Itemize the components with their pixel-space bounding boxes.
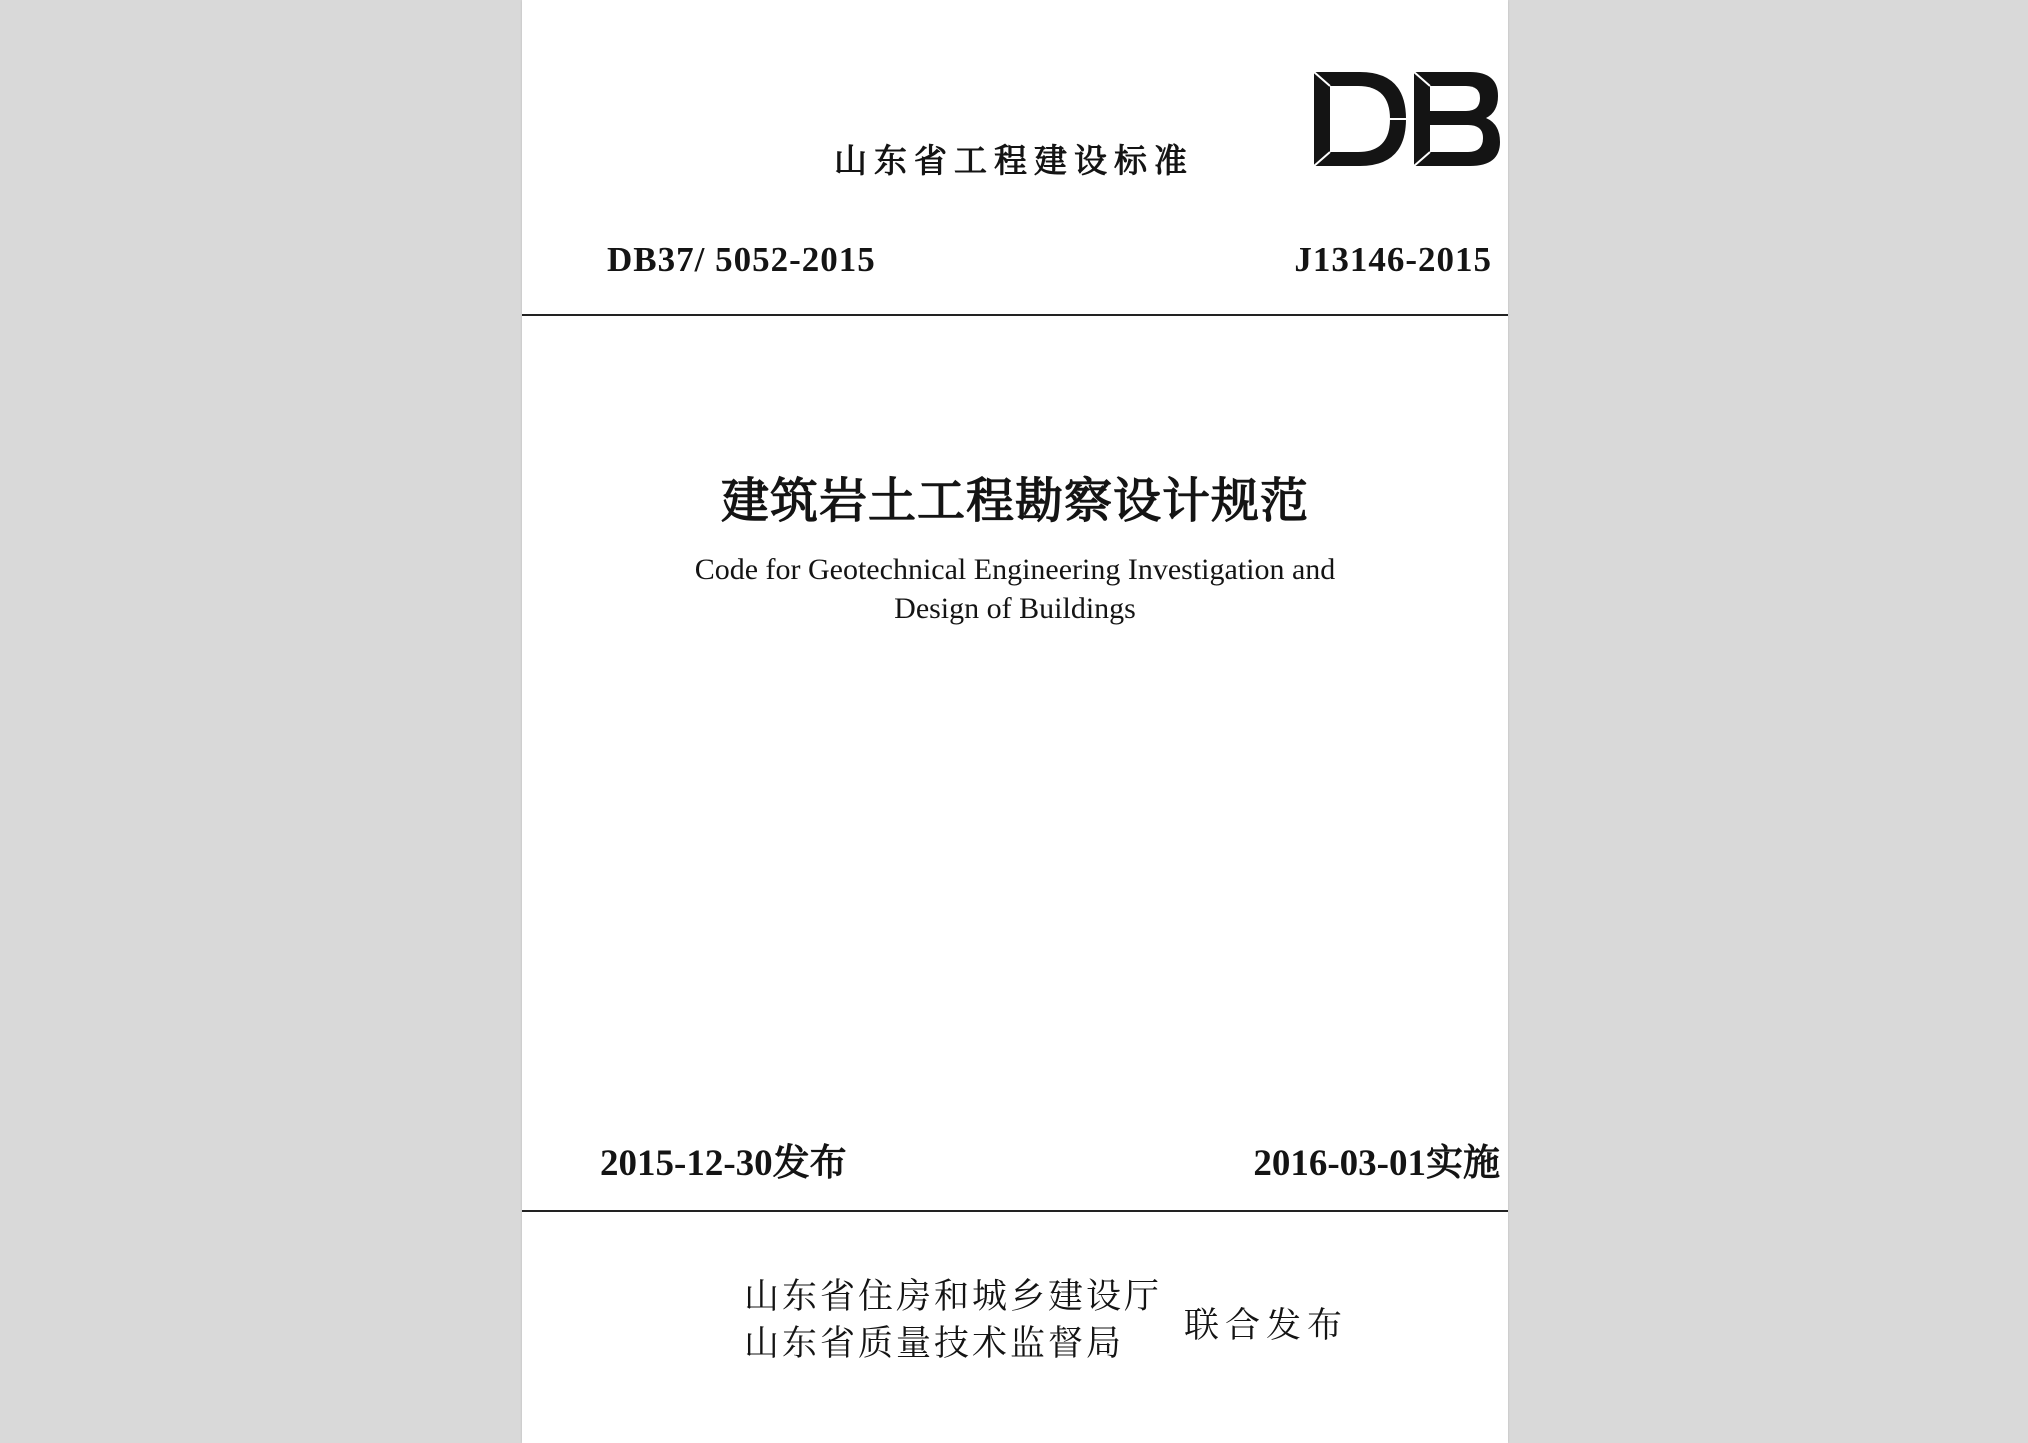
joint-release-label: 联合发布 bbox=[1184, 1306, 1349, 1346]
standard-type-heading: 山东省工程建设标准 bbox=[834, 141, 1194, 180]
issue-date: 2015-12-30发布 bbox=[600, 1143, 847, 1184]
standard-number: DB37/ 5052-2015 bbox=[607, 240, 876, 279]
issuer-housing-department: 山东省住房和城乡建设厅 bbox=[744, 1277, 1163, 1317]
db-logo bbox=[1310, 66, 1502, 172]
implementation-date: 2016-03-01实施 bbox=[1253, 1143, 1500, 1184]
title-english-line-2: Design of Buildings bbox=[894, 592, 1136, 625]
issuing-authorities bbox=[744, 1274, 1162, 1368]
top-divider bbox=[522, 314, 1508, 316]
title-english-line-1: Code for Geotechnical Engineering Investigation and bbox=[694, 553, 1336, 586]
document-page bbox=[522, 0, 1508, 1443]
record-number: J13146-2015 bbox=[1294, 240, 1492, 279]
bottom-divider bbox=[522, 1210, 1508, 1212]
title-english bbox=[522, 550, 1508, 628]
issuer-quality-bureau: 山东省质量技术监督局 bbox=[744, 1324, 1125, 1364]
title-chinese: 建筑岩土工程勘察设计规范 bbox=[720, 473, 1309, 529]
